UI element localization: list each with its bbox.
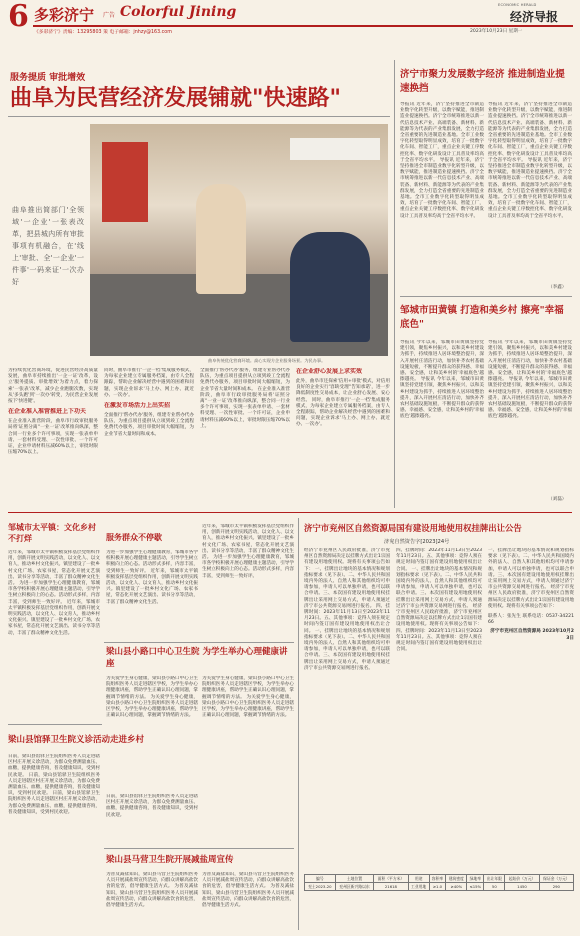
guanyi-body-col2 — [106, 794, 198, 844]
story-para: 导报讯 近年来，济宁坚持推进全市制造业数字化转型升级，以数字赋能，推进制造业提速换挡。济宁全市统筹推进以新一代信息技术产业、高端装备、新材料、新能源等为代表的产业集群发展，全力打造全省重要的先进制造业基地。全市工业数字化转型取得明显成效，培育了一批数字化车间、智能工厂，重点企业关键工序数控化率、数字化研发设计工具普及率均高于全省平均水平。 — [400, 157, 484, 219]
land-table-header — [305, 875, 574, 883]
xiaolukou-body-col1 — [106, 676, 198, 788]
maying-body-col2 — [202, 872, 294, 930]
story-para: 近年来，邹城市太平镇积极发挥基层党组织作用，创新开展文明实践活动，以文化人、以文育人，推动乡村文化振兴。镇里建设了一批乡村文化广场、农家书屋，常态化开展文艺演出、读书分享等活动，丰富了群众精神文化生活。 — [8, 599, 100, 636]
table-header-cell: 建筑密度 — [446, 875, 467, 883]
page-number: 6 — [8, 0, 29, 34]
right-top-story — [400, 62, 572, 294]
story-para: 日前，梁山县馆驿卫生院组织医务人员走进辖区村庄开展义诊活动，为群众免费测量血压、血糖，提供健康咨询，普及健康知识，受到村民欢迎。 — [8, 772, 100, 797]
table-header-cell: 绿地率 — [467, 875, 484, 883]
story-subhead: 在企业准入准营推进上下功夫 — [8, 408, 87, 416]
notice-para: 四、挂牌时间：2023年11月13日至2023年11月23日。五、其他事项：竞得人须在规定时间内签订国有建设用地使用权出让合同。 — [396, 548, 482, 572]
table-cell: ≤15% — [467, 883, 484, 891]
story-para: 近年来，邹城市太平镇积极发挥基层党组织作用，创新开展文明实践活动，以文化人、以文育人，推动乡村文化振兴。镇里建设了一批乡村文化广场、农家书屋，常态化开展文艺演出、读书分享等活动，丰富了群众精神文化生活。 — [202, 524, 294, 561]
table-header-cell: 用途 — [408, 875, 429, 883]
land-table — [304, 874, 574, 891]
story-para: 同时，曲阜市推行'一企一档'集成服务模式，为每家企业建立专属服务档案，由专人全程跟踪，帮助企业解决经营中遇到的困难和问题，实现企业诉求'马上办、网上办、就近办、一次办'。 — [296, 397, 390, 428]
table-cell: 290 — [539, 883, 573, 891]
story-para: 为普及减盐知识，梁山县马营卫生院组织医务人员开展减盐周宣传活动，向群众讲解高盐饮食的危害，倡导健康生活方式。 — [106, 872, 198, 890]
story-headline: 曲阜为民营经济发展铺就"快速路" — [10, 85, 341, 111]
story-para: 为普及减盐知识，梁山县马营卫生院组织医务人员开展减盐周宣传活动，向群众讲解高盐饮食的危害，倡导健康生活方式。 — [106, 884, 198, 909]
story-para: 为进一步加强学生心理健康教育，邹城市各学校积极开展心理健康主题活动，引导学生树立积极向上的心态。活动形式多样，内容丰富，受到师生一致好评。 — [8, 581, 100, 605]
story-para: 导报讯 今年以来，邹城市田黄镇坚持党建引领，聚焦乡村振兴，以和美乡村建设为抓手，持续推进人居环境整治提升，深入开展村庄清洁行动，加快补齐农村基础设施短板，不断提升群众的获得感、幸福感、安全感，让和美乡村的'幸福底色'越擦越亮。 — [400, 340, 484, 383]
notice-para: 经济宁市兖州区人民政府批准，济宁市兖州区自然资源局决定以挂牌方式出让1宗国有建设用地使用权。现将有关事项公告如下： — [396, 603, 482, 628]
col3-body — [202, 524, 294, 640]
table-cell: 兖州区新兴路以东 — [335, 883, 374, 891]
column-divider — [298, 518, 299, 930]
story-para: 为普及减盐知识，梁山县马营卫生院组织医务人员开展减盐周宣传活动，向群众讲解高盐饮食的危害，倡导健康生活方式。 — [202, 872, 294, 890]
story-para: 为进一步加强学生心理健康教育，邹城市各学校积极开展心理健康主题活动，引导学生树立积极向上的心态。活动形式多样，内容丰富，受到师生一致好评。 — [202, 555, 294, 579]
column-divider — [394, 60, 395, 508]
story-rule — [8, 724, 102, 725]
right-top-body-col1 — [400, 102, 484, 290]
story-para: 近年来，邹城市太平镇积极发挥基层党组织作用，创新开展文明实践活动，以文化人、以文育人，推动乡村文化振兴。镇里建设了一批乡村文化广场、农家书屋，常态化开展文艺演出、读书分享等活动，丰富了群众精神文化生活。 — [106, 568, 198, 605]
xiaolukou-body-col2 — [202, 676, 294, 788]
story-para: 此外，曲阜市还探索'信用+审批'模式，对信用良好的企业实行'容缺受理''告知承诺'，进一步降低制度性交易成本，让企业舒心发展、安心经营。 — [296, 379, 390, 403]
table-cell: 50 — [484, 883, 505, 891]
photo-poster — [102, 142, 148, 222]
story-para: 为普及减盐知识，梁山县马营卫生院组织医务人员开展减盐周宣传活动，向群众讲解高盐饮食的危害，倡导健康生活方式。 — [202, 884, 294, 909]
table-header-cell: 容积率 — [429, 875, 446, 883]
photo-person-left — [196, 184, 246, 294]
table-cell: ≥40% — [446, 883, 467, 891]
story-subhead: 在激发市场活力上出实招 — [104, 402, 171, 410]
story-body-col2 — [104, 368, 194, 510]
right-mid-byline: （刘磊） — [548, 497, 567, 502]
notice-para: 四、挂牌时间：2023年11月13日至2023年11月23日。五、其他事项：竞得人须在规定时间内签订国有建设用地使用权出让合同。 — [304, 603, 390, 634]
notice-contact: 联系人：张先生 联系电话：0537-3422166 — [488, 614, 574, 626]
story-lede: 曲阜推出简部门'全领域'一企业'一张表改革，把县城内所有审批事项有机融合，在'线上'审批、全'一企业'一件事'一码来证'一次办好 — [12, 206, 84, 286]
top-story — [8, 60, 390, 510]
table-cell: 1450 — [505, 883, 539, 891]
table-header-cell: 保证金（万元） — [539, 875, 573, 883]
photo-sign — [290, 138, 380, 160]
land-notice — [304, 518, 574, 932]
ad-tag: 广告 — [103, 12, 116, 19]
table-cell: 工业用地 — [408, 883, 429, 891]
xiaolukou-headline: 梁山县小路口中心卫生院 为学生举办心理健康讲座 — [106, 647, 288, 669]
table-row — [305, 883, 574, 891]
maying-body-col1 — [106, 872, 198, 930]
story-para: 导报讯 今年以来，邹城市田黄镇坚持党建引领，聚焦乡村振兴，以和美乡村建设为抓手，持续推进人居环境整治提升，深入开展村庄清洁行动，加快补齐农村基础设施短板，不断提升群众的获得感、幸福感、安全感，让和美乡村的'幸福底色'越擦越亮。 — [488, 377, 572, 420]
taiping-headline: 邹城市太平镇：文化乡村不打烊 — [8, 522, 96, 543]
table-header-cell: 面积（平方米） — [374, 875, 408, 883]
guanyi-headline: 梁山县馆驿卫生院义诊活动走进乡村 — [8, 735, 145, 745]
table-cell: ≥1.0 — [429, 883, 446, 891]
story-para: 为持续优化营商环境，促进民营经济高质量发展，曲阜市持续推出'一企一证'改革，设立'服务提质、审批增效'为着力点，着力探索'一张表'改革，减少企业跑腿次数，实现从'多头跑'到'一次办'转变，为民营企业发展按下'快进键'。 — [8, 368, 98, 405]
story-photo — [90, 124, 388, 356]
story-para: 为关爱学生身心健康，梁山县小路口中心卫生院组织医务人员走进辖区学校，为学生举办心理健康讲座，帮助学生正确认识心理问题，掌握调节情绪的方法。 — [202, 676, 294, 700]
masthead — [0, 0, 580, 52]
story-rule — [104, 642, 294, 643]
story-body-col4 — [296, 368, 390, 510]
maying-headline: 梁山县马营卫生院开展减盐周宣传 — [106, 855, 234, 865]
masthead-rule — [33, 25, 573, 27]
right-mid-body-col1 — [400, 340, 484, 504]
photo-caption: 曲阜传统优化营商环境。高心实现方企业服务场景。为民办事。 — [208, 358, 326, 363]
story-kicker: 服务提质 审批增效 — [10, 73, 86, 83]
right-top-byline: （李鑫） — [548, 285, 567, 290]
notice-para: 一、挂牌出让地块的基本情况和规划指标要求（见下表）。二、中华人民共和国境内外的法人、自然人和其他组织均可申请参加，申请人可以单独申请，也可以联合申请。三、本次国有建设用地使用权挂牌出让采用网上交易方式，申请人须通过济宁市公共资源交易网进行报名。 — [488, 548, 574, 591]
story-rule — [104, 848, 294, 849]
story-para: 导报讯 近年来，济宁坚持推进全市制造业数字化转型升级，以数字赋能，推进制造业提速换挡。济宁全市统筹推进以新一代信息技术产业、高端装备、新材料、新能源等为代表的产业集群发展，全力打造全省重要的先进制造业基地。全市工业数字化转型取得明显成效，培育了一批数字化车间、智能工厂，重点企业关键工序数控化率、数字化研发设计工具普及率均高于全省平均水平。 — [488, 157, 572, 219]
notice-number: 济兖自然资告字[2023]24号 — [384, 539, 450, 545]
guanyi-body-col1 — [8, 754, 100, 930]
story-para: 全面推行'帮办代办'服务，组建专业帮办代办队伍，为重点项目提供从立项到竣工全流程免费代办服务，项目审批时间大幅缩短，为企业节省大量时间和成本。 — [200, 368, 290, 392]
headline-rule — [8, 116, 390, 117]
story-para: 为关爱学生身心健康，梁山县小路口中心卫生院组织医务人员走进辖区学校，为学生举办心理健康讲座，帮助学生正确认识心理问题，掌握调节情绪的方法。 — [202, 694, 294, 719]
notice-headline: 济宁市兖州区自然资源局国有建设用地使用权挂牌出让公告 — [304, 523, 522, 533]
dateline: 2023年10月23日 星期一 — [470, 29, 523, 34]
notice-para: 四、挂牌时间：2023年11月13日至2023年11月23日。五、其他事项：竞得人须在规定时间内签订国有建设用地使用权出让合同。 — [396, 628, 482, 653]
section-title-cn: 多彩济宁 — [34, 6, 95, 24]
notice-para: 一、挂牌出让地块的基本情况和规划指标要求（见下表）。二、中华人民共和国境内外的法人、自然人和其他组织均可申请参加，申请人可以单独申请，也可以联合申请。三、本次国有建设用地使用权挂牌出让采用网上交易方式，申请人须通过济宁市公共资源交易网进行报名。 — [396, 566, 482, 609]
story-body-col3 — [200, 368, 290, 510]
story-para: 导报讯 近年来，济宁坚持推进全市制造业数字化转型升级，以数字赋能，推进制造业提速换挡。济宁全市统筹推进以新一代信息技术产业、高端装备、新材料、新能源等为代表的产业集群发展，全力打造全省重要的先进制造业基地。全市工业数字化转型取得明显成效，培育了一批数字化车间、智能工厂，重点企业关键工序数控化率、数字化研发设计工具普及率均高于全省平均水平。 — [488, 102, 572, 163]
story-para: 日前，梁山县馆驿卫生院组织医务人员走进辖区村庄开展义诊活动，为群众免费测量血压、血糖，提供健康咨询，普及健康知识，受到村民欢迎。 — [8, 791, 100, 815]
story-para: 在企业准入准营阶段，曲阜市行政审批服务局将'证照分离''一业一证'改革推向纵深，整合同一行业多个许可事项，实现一张表单申请、一套材料受理、一次性审批、一个许可证，企业申请材料压减60%以上，审批时限压缩70%以上。 — [200, 386, 290, 429]
service-body — [106, 550, 198, 640]
story-subhead: 在企业舒心发展上求实效 — [296, 368, 363, 375]
story-para: 全面推行'帮办代办'服务，组建专业帮办代办队伍，为重点项目提供从立项到竣工全流程免费代办服务，项目审批时间大幅缩短，为企业节省大量时间和成本。 — [104, 413, 194, 437]
notice-body-col2 — [396, 548, 482, 870]
story-para: 同时，曲阜市推行'一企一档'集成服务模式，为每家企业建立专属服务档案，由专人全程跟踪，帮助企业解决经营中遇到的困难和问题，实现企业诉求'马上办、网上办、就近办、一次办'。 — [104, 368, 194, 398]
right-mid-headline: 邹城市田黄镇 打造和美乡村 擦亮"幸福底色" — [400, 305, 564, 330]
right-top-body-col2 — [488, 102, 572, 282]
service-headline: 服务群众不停歇 — [106, 532, 162, 542]
story-para: 近年来，邹城市太平镇积极发挥基层党组织作用，创新开展文明实践活动，以文化人、以文育人，推动乡村文化振兴。镇里建设了一批乡村文化广场、农家书屋，常态化开展文艺演出、读书分享等活动，丰富了群众精神文化生活。 — [8, 550, 100, 587]
bottom-left-block — [8, 518, 294, 932]
story-para: 导报讯 近年来，济宁坚持推进全市制造业数字化转型升级，以数字赋能，推进制造业提速换挡。济宁全市统筹推进以新一代信息技术产业、高端装备、新材料、新能源等为代表的产业集群发展，全力打造全省重要的先进制造业基地。全市工业数字化转型取得明显成效，培育了一批数字化车间、智能工厂，重点企业关键工序数控化率、数字化研发设计工具普及率均高于全省平均水平。 — [400, 102, 484, 163]
table-cell: 21618 — [374, 883, 408, 891]
paper-name-cn: 经济导报 — [510, 10, 559, 24]
story-para: 导报讯 今年以来，邹城市田黄镇坚持党建引领，聚焦乡村振兴，以和美乡村建设为抓手，持续推进人居环境整治提升，深入开展村庄清洁行动，加快补齐农村基础设施短板，不断提升群众的获得感、幸福感、安全感，让和美乡村的'幸福底色'越擦越亮。 — [400, 377, 484, 420]
story-para: 日前，梁山县馆驿卫生院组织医务人员走进辖区村庄开展义诊活动，为群众免费测量血压、血糖，提供健康咨询，普及健康知识，受到村民欢迎。 — [8, 754, 100, 778]
notice-para: 经济宁市兖州区人民政府批准，济宁市兖州区自然资源局决定以挂牌方式出让1宗国有建设用地使用权。现将有关事项公告如下： — [488, 585, 574, 609]
right-top-headline: 济宁市聚力发展数字经济 推进制造业提速换挡 — [400, 69, 565, 94]
photo-person-right — [290, 232, 370, 342]
section-divider — [8, 512, 572, 513]
story-para: 日前，梁山县馆驿卫生院组织医务人员走进辖区村庄开展义诊活动，为群众免费测量血压、血糖，提供健康咨询，普及健康知识，受到村民欢迎。 — [106, 794, 198, 818]
story-para: 为关爱学生身心健康，梁山县小路口中心卫生院组织医务人员走进辖区学校，为学生举办心理健康讲座，帮助学生正确认识心理问题，掌握调节情绪的方法。 — [106, 676, 198, 700]
notice-para: 一、挂牌出让地块的基本情况和规划指标要求（见下表）。二、中华人民共和国境内外的法人、自然人和其他组织均可申请参加，申请人可以单独申请，也可以联合申请。三、本次国有建设用地使用权挂牌出让采用网上交易方式，申请人须通过济宁市公共资源交易网进行报名。 — [304, 566, 390, 609]
notice-body-col1 — [304, 548, 390, 870]
section-title-en: Colorful Jining — [120, 4, 237, 20]
editor-line: 《多彩济宁》责编：13295803 策 电子邮箱：jnhzy@163.com — [34, 30, 172, 35]
notice-para: 经济宁市兖州区人民政府批准，济宁市兖州区自然资源局决定以挂牌方式出让1宗国有建设用地使用权。现将有关事项公告如下： — [304, 548, 390, 572]
table-header-cell: 起始价（万元） — [505, 875, 539, 883]
right-mid-body-col2 — [488, 340, 572, 496]
right-section-rule — [400, 296, 572, 297]
right-mid-story — [400, 300, 572, 506]
paper-name-en: ECONOMIC HERALD — [498, 3, 537, 7]
taiping-body — [8, 550, 100, 718]
notice-body-col3 — [488, 548, 574, 870]
table-header-cell: 编号 — [305, 875, 336, 883]
table-header-cell: 出让年限 — [484, 875, 505, 883]
notice-para: 一、挂牌出让地块的基本情况和规划指标要求（见下表）。二、中华人民共和国境内外的法人、自然人和其他组织均可申请参加，申请人可以单独申请，也可以联合申请。三、本次国有建设用地使用权挂牌出让采用网上交易方式，申请人须通过济宁市公共资源交易网进行报名。 — [304, 628, 390, 671]
story-body-col1 — [8, 368, 98, 510]
story-para: 在企业准入准营阶段，曲阜市行政审批服务局将'证照分离''一业一证'改革推向纵深，整合同一行业多个许可事项，实现一张表单申请、一套材料受理、一次性审批、一个许可证，企业申请材料压减60%以上，审批时限压缩70%以上。 — [8, 419, 98, 456]
story-para: 为关爱学生身心健康，梁山县小路口中心卫生院组织医务人员走进辖区学校，为学生举办心理健康讲座，帮助学生正确认识心理问题，掌握调节情绪的方法。 — [106, 694, 198, 719]
notice-issuer: 济宁市兖州区自然资源局 2023年10月23日 — [490, 629, 574, 641]
story-para: 导报讯 今年以来，邹城市田黄镇坚持党建引领，聚焦乡村振兴，以和美乡村建设为抓手，持续推进人居环境整治提升，深入开展村庄清洁行动，加快补齐农村基础设施短板，不断提升群众的获得感、幸福感、安全感，让和美乡村的'幸福底色'越擦越亮。 — [488, 340, 572, 383]
table-cell: 兖土2023-20 — [305, 883, 336, 891]
table-header-cell: 土地位置 — [335, 875, 374, 883]
story-para: 为进一步加强学生心理健康教育，邹城市各学校积极开展心理健康主题活动，引导学生树立积极向上的心态。活动形式多样，内容丰富，受到师生一致好评。 — [106, 550, 198, 574]
